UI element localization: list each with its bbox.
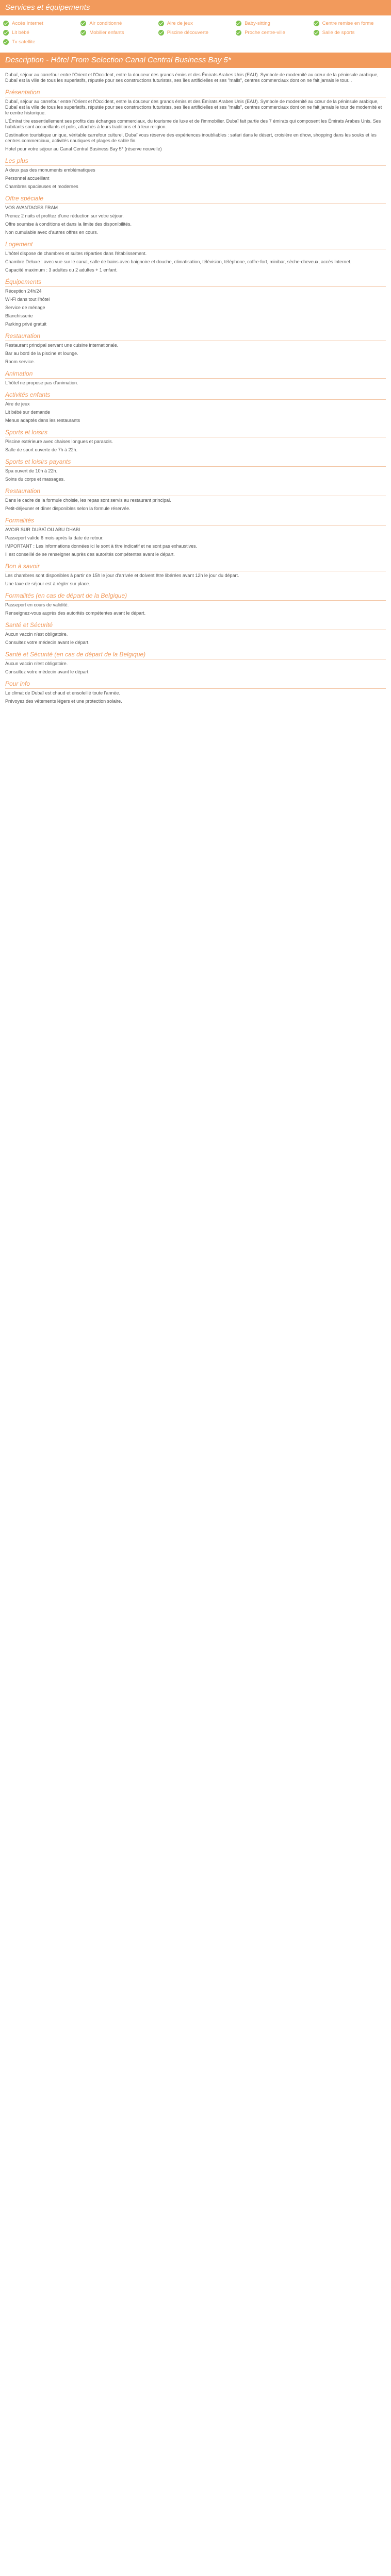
section-paragraph: Chambre Deluxe : avec vue sur le canal, salle de bains avec baignoire et douche, climatisation, télévision, téléphone, coffre-fort, minibar, sèche-cheveux, accès Internet. [5, 259, 352, 264]
service-item [158, 29, 233, 36]
section-paragraph: Il est conseillé de se renseigner auprès des autorités compétentes avant le départ. [5, 552, 175, 557]
section-title: Restauration [5, 487, 386, 496]
section-paragraph: Passeport valide 6 mois après la date de retour. [5, 535, 104, 540]
section-paragraph: Réception 24h/24 [5, 289, 42, 294]
service-label: Piscine découverte [167, 29, 209, 36]
section-title: Offre spéciale [5, 195, 386, 204]
section-paragraph: Offre soumise à conditions et dans la limite des disponibilités. [5, 222, 132, 227]
service-item [314, 29, 388, 36]
section-paragraph: Piscine extérieure avec chaises longues et parasols. [5, 439, 113, 444]
check-icon [80, 21, 86, 26]
section-title: Sports et loisirs [5, 429, 386, 437]
section-paragraph: Dans le cadre de la formule choisie, les repas sont servis au restaurant principal. [5, 498, 171, 503]
service-item [3, 29, 77, 36]
description-intro: Dubaï, séjour au carrefour entre l'Orient et l'Occident, entre la douceur des grands émirs et des Émirats Arabes Unis (EAU). Symbole de modernité au cœur de la péninsule arabique, Dubaï est la ville de tous les superlatifs, réputée pour ses constructions futuristes, ses îles artificielles et ses "malls", centres commerciaux dont on ne fait jamais le tour... [5, 72, 379, 83]
section-paragraph: Aucun vaccin n'est obligatoire. [5, 661, 68, 666]
service-item [3, 20, 77, 27]
service-label: Tv satellite [12, 39, 36, 45]
section-paragraph: Hotel pour votre séjour au Canal Central Business Bay 5* (réserve nouvelle) [5, 146, 162, 151]
section-paragraph: Petit-déjeuner et dîner disponibles selon la formule réservée. [5, 506, 131, 511]
section-paragraph: Service de ménage [5, 305, 45, 310]
section-paragraph: Dubaï, séjour au carrefour entre l'Orient et l'Occident, entre la douceur des grands émirs et des Émirats Arabes Unis (EAU). Symbole de modernité au cœur de la péninsule arabique, Dubaï est la ville de tous les superlatifs, réputée pour ses constructions futuristes, ses îles artificielles et ses "malls", centres commerciaux dont on ne fait jamais le tour de modernité et le centre historique. [5, 99, 382, 115]
service-label: Accès Internet [12, 20, 43, 26]
section-title: Sports et loisirs payants [5, 458, 386, 467]
service-label: Centre remise en forme [322, 20, 374, 26]
section-title: Santé et Sécurité [5, 621, 386, 630]
section-title: Formalités (en cas de départ de la Belgique) [5, 592, 386, 601]
section-title: Présentation [5, 89, 386, 97]
check-icon [3, 21, 9, 26]
page [0, 0, 391, 704]
check-icon [236, 21, 241, 26]
section-paragraph: Le climat de Dubaï est chaud et ensoleillé toute l'année. [5, 690, 120, 696]
service-item [314, 20, 388, 27]
check-icon [236, 30, 241, 36]
section-paragraph: Wi-Fi dans tout l'hôtel [5, 297, 50, 302]
description-body [0, 70, 391, 704]
services-header: Services et équipements [0, 0, 391, 15]
section-title: Activités enfants [5, 391, 386, 400]
check-icon [3, 30, 9, 36]
check-icon [158, 21, 164, 26]
section-paragraph: L'hôtel ne propose pas d'animation. [5, 380, 78, 385]
section-paragraph: Une taxe de séjour est à régler sur place. [5, 581, 90, 586]
service-item [236, 29, 310, 36]
section-title: Équipements [5, 278, 386, 287]
service-label: Lit bébé [12, 29, 29, 36]
section-paragraph: Menus adaptés dans les restaurants [5, 418, 80, 423]
section-paragraph: L'hôtel dispose de chambres et suites réparties dans l'établissement. [5, 251, 147, 256]
section-paragraph: Passeport en cours de validité. [5, 602, 69, 607]
section-paragraph: Consultez votre médecin avant le départ. [5, 640, 90, 645]
section-paragraph: Consultez votre médecin avant le départ. [5, 669, 90, 674]
section-paragraph: Chambres spacieuses et modernes [5, 184, 78, 189]
section-paragraph: Lit bébé sur demande [5, 410, 51, 415]
section-paragraph: Aire de jeux [5, 401, 30, 406]
description-sections [5, 89, 386, 704]
check-icon [314, 30, 319, 36]
section-paragraph: Renseignez-vous auprès des autorités compétentes avant le départ. [5, 611, 146, 616]
section-paragraph: Les chambres sont disponibles à partir de 15h le jour d'arrivée et doivent être libérées avant 12h le jour du départ. [5, 573, 239, 578]
check-icon [3, 39, 9, 45]
service-item [80, 20, 155, 27]
section-paragraph: Room service. [5, 359, 35, 364]
section-paragraph: Salle de sport ouverte de 7h à 22h. [5, 447, 78, 452]
section-paragraph: IMPORTANT : Les informations données ici le sont à titre indicatif et ne sont pas exhaustives. [5, 544, 198, 549]
section-title: Formalités [5, 517, 386, 526]
service-label: Salle de sports [322, 29, 355, 36]
section-paragraph: A deux pas des monuments emblématiques [5, 167, 95, 173]
section-title: Restauration [5, 332, 386, 341]
service-item [3, 38, 77, 45]
check-icon [80, 30, 86, 36]
section-title: Animation [5, 370, 386, 379]
section-title: Logement [5, 241, 386, 249]
section-paragraph: Destination touristique unique, véritable carrefour culturel, Dubaï vous réserve des expériences inoubliables : safari dans le désert, croisière en dhow, shopping dans les souks et les centres commerciaux, activités nautiques et plages de sable fin. [5, 132, 377, 143]
section-paragraph: Spa ouvert de 10h à 22h. [5, 468, 58, 473]
service-label: Mobilier enfants [89, 29, 124, 36]
section-paragraph: Capacité maximum : 3 adultes ou 2 adultes + 1 enfant. [5, 267, 118, 273]
service-item [236, 20, 310, 27]
service-label: Aire de jeux [167, 20, 193, 26]
section-paragraph: AVOIR SUR DUBAÏ OU ABU DHABI [5, 527, 80, 532]
section-paragraph: Blanchisserie [5, 313, 33, 318]
section-paragraph: Prenez 2 nuits et profitez d'une réduction sur votre séjour. [5, 213, 124, 218]
section-paragraph: L'Émirat tire essentiellement ses profits des échanges commerciaux, du tourisme de luxe et de l'immobilier. Dubaï fait partie des 7 émirats qui composent les Émirats Arabes Unis. Ses habitants sont accueillants et polis, attachés à leurs traditions et à leur religion. [5, 118, 381, 129]
section-paragraph: Personnel accueillant [5, 176, 50, 181]
section-title: Santé et Sécurité (en cas de départ de la Belgique) [5, 651, 386, 659]
service-label: Baby-sitting [245, 20, 270, 26]
section-paragraph: Non cumulable avec d'autres offres en cours. [5, 230, 99, 235]
section-paragraph: Parking privé gratuit [5, 321, 47, 327]
services-grid [0, 18, 391, 48]
service-item [80, 29, 155, 36]
service-item [158, 20, 233, 27]
section-title: Bon à savoir [5, 563, 386, 571]
section-paragraph: Restaurant principal servant une cuisine internationale. [5, 343, 119, 348]
section-paragraph: Prévoyez des vêtements légers et une protection solaire. [5, 699, 122, 704]
service-label: Air conditionné [89, 20, 122, 26]
check-icon [314, 21, 319, 26]
service-label: Proche centre-ville [245, 29, 285, 36]
section-paragraph: VOS AVANTAGES FRAM [5, 205, 58, 210]
section-title: Les plus [5, 157, 386, 166]
section-title: Pour info [5, 680, 386, 689]
description-header: Description - Hôtel From Selection Canal Central Business Bay 5* [0, 53, 391, 68]
section-paragraph: Bar au bord de la piscine et lounge. [5, 351, 78, 356]
section-paragraph: Soins du corps et massages. [5, 477, 65, 482]
check-icon [158, 30, 164, 36]
section-paragraph: Aucun vaccin n'est obligatoire. [5, 632, 68, 637]
